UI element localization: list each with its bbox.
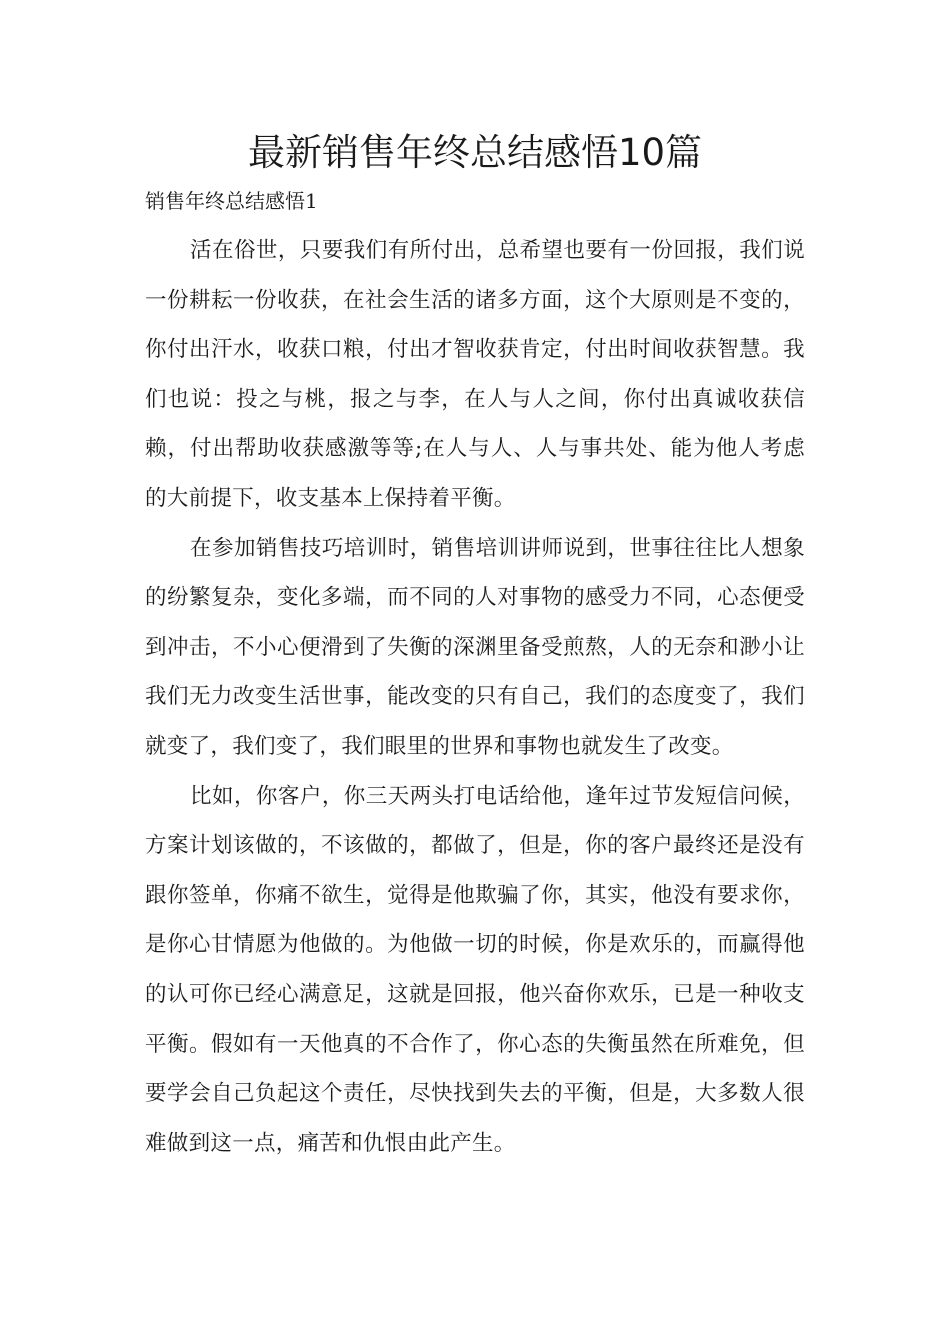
document-title: 最新销售年终总结感悟10篇 — [247, 131, 703, 174]
paragraph-3: 比如，你客户，你三天两头打电话给他，逢年过节发短信问候，方案计划该做的，不该做的，都做了，但是，你的客户最终还是没有跟你签单，你痛不欲生，觉得是他欺骗了你，其实，他没有要求你，是你心甘情愿为他做的。为他做一切的时候，你是欢乐的，而赢得他的认可你已经心满意足，这就是回报，他兴奋你欢乐，已是一种收支平衡。假如有一天他真的不合作了，你心态的失衡虽然在所难免，但要学会自己负起这个责任，尽快找到失去的平衡，但是，大多数人很难做到这一点，痛苦和仇恨由此产生。 — [145, 783, 805, 1156]
paragraph-2: 在参加销售技巧培训时，销售培训讲师说到，世事往往比人想象的纷繁复杂，变化多端，而不同的人对事物的感受力不同，心态便受到冲击，不小心便滑到了失衡的深渊里备受煎熬，人的无奈和渺小让我们无力改变生活世事，能改变的只有自己，我们的态度变了，我们就变了，我们变了，我们眼里的世界和事物也就发生了改变。 — [145, 535, 805, 759]
document-body — [145, 226, 805, 1168]
paragraph-1: 活在俗世，只要我们有所付出，总希望也要有一份回报，我们说一份耕耘一份收获，在社会生活的诸多方面，这个大原则是不变的，你付出汗水，收获口粮，付出才智收获肯定，付出时间收获智慧。我们也说：投之与桃，报之与李，在人与人之间，你付出真诚收获信赖，付出帮助收获感激等等;在人与人、人与事共处、能为他人考虑的大前提下，收支基本上保持着平衡。 — [145, 238, 805, 511]
section-heading: 销售年终总结感悟1 — [145, 189, 318, 213]
